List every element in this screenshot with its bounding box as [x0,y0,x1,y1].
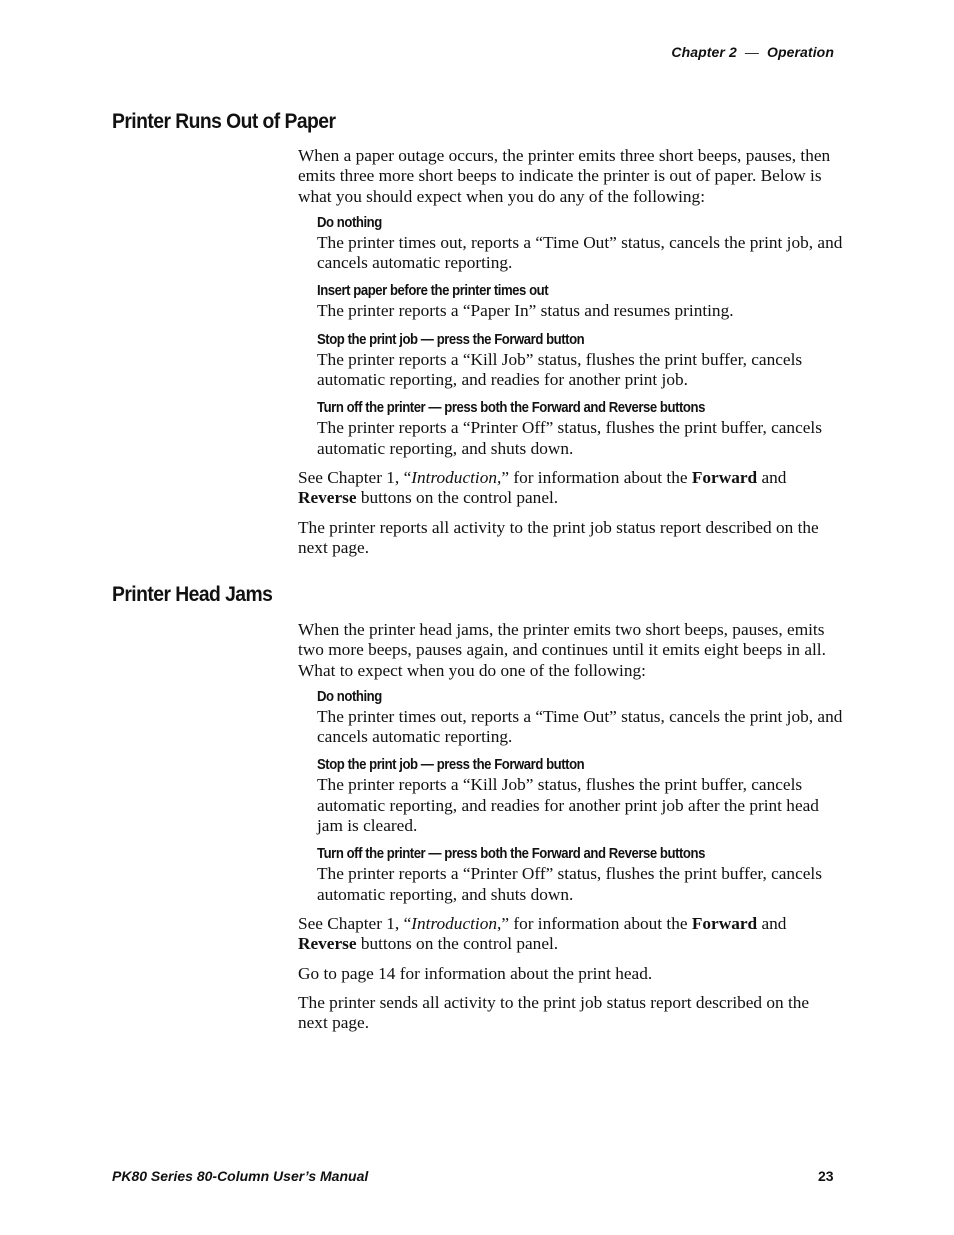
item-text: The printer reports a “Printer Off” status, flushes the print buffer, cancels automatic reporting, and shuts down. [317,864,822,904]
section-body-head-jams [298,620,843,1033]
list-item [317,330,843,391]
list-item [317,844,843,905]
item-heading: Turn off the printer — press both the Forward and Reverse buttons [317,846,705,863]
section-heading-head-jams: Printer Head Jams [112,583,273,606]
header-section: Operation [766,44,834,60]
closing-paragraph: The printer sends all activity to the print job status report described on the next page. [298,992,810,1033]
see-also-mid: ,” for information about the [497,467,692,487]
header-separator: — [744,44,759,60]
list-item [317,755,843,836]
item-text: The printer reports a “Kill Job” status, flushes the print buffer, cancels automatic reporting, and readies for another print job after the print head jam is cleared. [317,775,819,836]
closing-paragraph: The printer reports all activity to the print job status report described on the next page. [298,517,819,557]
section-intro: When the printer head jams, the printer emits two short beeps, pauses, emits two more beeps, pauses again, and continues until it emits eight beeps in all. What to expect when you do one of the following: [298,620,826,680]
reverse-label: Reverse [298,934,357,954]
see-also-prefix: See Chapter 1, “ [298,913,412,933]
see-also-paragraph [298,914,843,955]
list-item [317,213,843,274]
chapter-reference: Introduction [411,467,498,487]
item-heading: Stop the print job — press the Forward button [317,757,585,774]
item-heading: Turn off the printer — press both the Forward and Reverse buttons [317,400,705,417]
see-also-mid: ,” for information about the [497,913,692,933]
item-heading: Stop the print job — press the Forward button [317,331,585,348]
item-text: The printer times out, reports a “Time Out” status, cancels the print job, and cancels automatic reporting. [317,232,843,273]
header-chapter: Chapter 2 [671,44,737,60]
item-text: The printer times out, reports a “Time Out” status, cancels the print job, and cancels automatic reporting. [317,706,843,747]
see-also-and: and [757,913,787,933]
see-also-prefix: See Chapter 1, “ [298,467,412,487]
forward-label: Forward [691,467,758,487]
item-heading: Insert paper before the printer times out [317,283,549,300]
print-head-reference: Go to page 14 for information about the print head. [298,963,653,983]
item-text: The printer reports a “Kill Job” status, flushes the print buffer, cancels automatic reporting, and readies for another print job. [317,349,803,390]
see-also-paragraph [298,468,843,509]
item-heading: Do nothing [317,214,382,231]
section-body-paper-out [298,146,843,558]
item-text: The printer reports a “Printer Off” status, flushes the print buffer, cancels automatic reporting, and shuts down. [317,418,822,458]
see-also-suffix: buttons on the control panel. [356,934,559,954]
forward-label: Forward [691,913,758,933]
list-item [317,281,843,321]
section-intro: When a paper outage occurs, the printer emits three short beeps, pauses, then emits three more short beeps to indicate the printer is out of paper. Below is what you should expect when you do any of the following: [298,146,831,206]
list-item [317,398,843,459]
see-also-and: and [757,467,787,487]
footer-manual-title: PK80 Series 80-Column User’s Manual [112,1168,369,1184]
running-header [671,44,834,60]
item-heading: Do nothing [317,688,382,705]
chapter-reference: Introduction [411,913,498,933]
list-item [317,687,843,748]
item-text: The printer reports a “Paper In” status and resumes printing. [317,301,734,321]
see-also-suffix: buttons on the control panel. [356,488,559,508]
reverse-label: Reverse [298,488,357,508]
page-number: 23 [818,1168,834,1184]
section-heading-paper-out: Printer Runs Out of Paper [112,110,336,133]
